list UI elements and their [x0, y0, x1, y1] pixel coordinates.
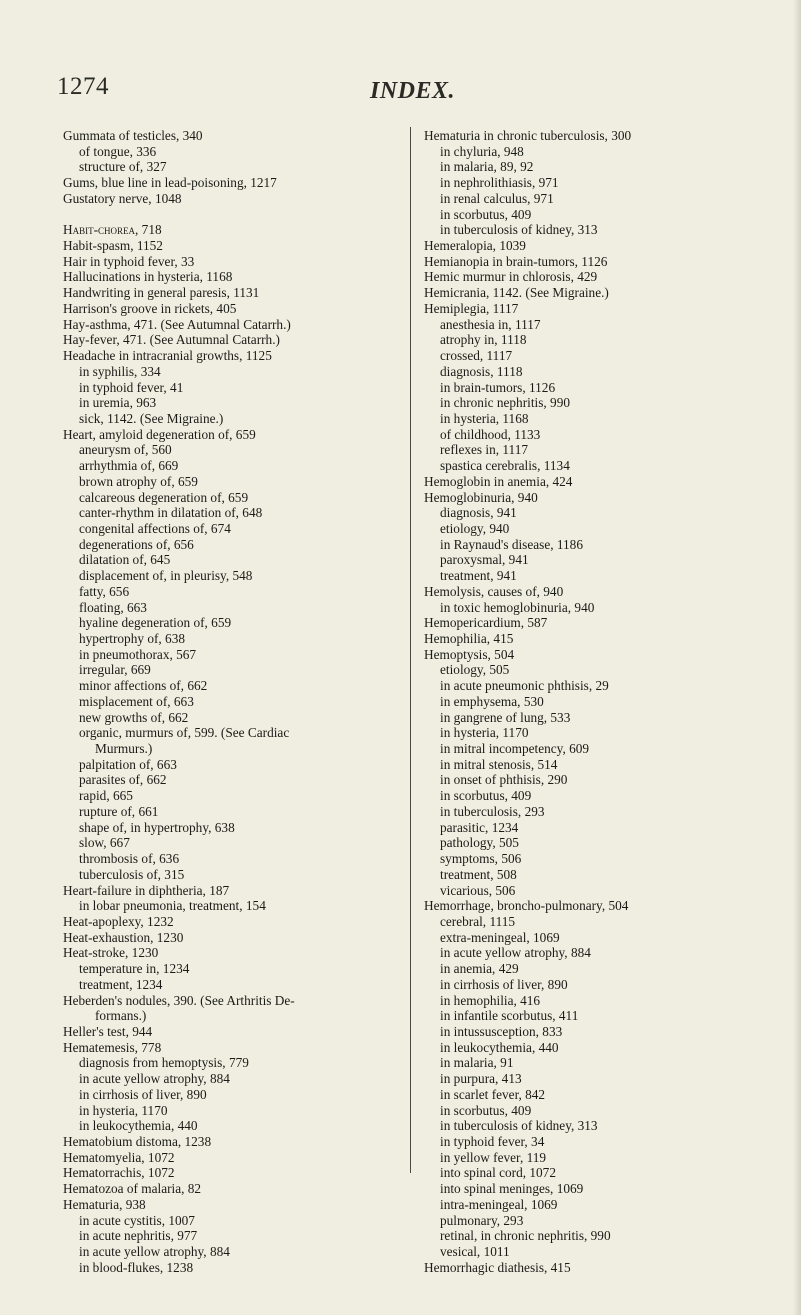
- index-subentry: atrophy in, 1118: [440, 332, 527, 348]
- index-subentry: in acute pneumonic phthisis, 29: [440, 678, 609, 694]
- index-subentry: in brain-tumors, 1126: [440, 379, 556, 395]
- index-subentry: in scorbutus, 409: [440, 206, 532, 222]
- index-subentry: in mitral stenosis, 514: [440, 756, 558, 772]
- index-subentry: parasites of, 662: [79, 772, 167, 788]
- page-title: INDEX.: [370, 78, 456, 104]
- index-subentry: in hysteria, 1168: [440, 410, 529, 426]
- index-column-right: [424, 128, 772, 1275]
- index-entry: Hallucinations in hysteria, 1168: [63, 269, 233, 285]
- index-subentry: in yellow fever, 119: [440, 1149, 547, 1165]
- index-entry: Heat-apoplexy, 1232: [63, 913, 174, 929]
- index-subentry: rupture of, 661: [79, 803, 159, 819]
- index-entry: Hemoptysis, 504: [424, 646, 515, 662]
- index-subentry: fatty, 656: [79, 583, 130, 599]
- index-subentry: in blood-flukes, 1238: [79, 1259, 194, 1275]
- index-entry: Hemolysis, causes of, 940: [424, 583, 564, 599]
- index-subentry: in chyluria, 948: [440, 143, 524, 159]
- index-entry: Hemiplegia, 1117: [424, 300, 519, 316]
- index-subentry: treatment, 1234: [79, 976, 163, 992]
- index-subentry: in syphilis, 334: [79, 363, 161, 379]
- index-entry: Hematuria in chronic tuberculosis, 300: [424, 128, 632, 143]
- index-subentry: tuberculosis of, 315: [79, 866, 185, 882]
- index-subentry: Murmurs.): [95, 741, 153, 757]
- index-subentry: in tuberculosis of kidney, 313: [440, 1118, 598, 1134]
- index-subentry: pathology, 505: [440, 835, 519, 851]
- index-subentry: in nephrolithiasis, 971: [440, 175, 559, 191]
- index-entry: Hemorrhage, broncho-pulmonary, 504: [424, 898, 629, 914]
- index-entry: Hair in typhoid fever, 33: [63, 253, 195, 269]
- index-entry: Hematomyelia, 1072: [63, 1149, 175, 1165]
- index-subentry: in mitral incompetency, 609: [440, 741, 590, 757]
- index-subentry: in hysteria, 1170: [440, 725, 529, 741]
- index-subentry: in tuberculosis of kidney, 313: [440, 222, 598, 238]
- index-subentry: temperature in, 1234: [79, 961, 190, 977]
- index-subentry: in pneumothorax, 567: [79, 646, 197, 662]
- index-subentry: diagnosis from hemoptysis, 779: [79, 1055, 249, 1071]
- index-subentry: congenital affections of, 674: [79, 520, 231, 536]
- index-subentry: palpitation of, 663: [79, 756, 177, 772]
- index-subentry: dilatation of, 645: [79, 552, 171, 568]
- index-subentry: in typhoid fever, 41: [79, 379, 184, 395]
- index-subentry: in leukocythemia, 440: [79, 1118, 198, 1134]
- index-subentry: into spinal cord, 1072: [440, 1165, 556, 1181]
- page-edge-shadow: [793, 0, 801, 1315]
- index-subentry: in infantile scorbutus, 411: [440, 1008, 579, 1024]
- index-subentry: paroxysmal, 941: [440, 552, 529, 568]
- index-subentry: vesical, 1011: [440, 1244, 510, 1260]
- index-subentry: hyaline degeneration of, 659: [79, 615, 232, 631]
- index-subentry: in acute yellow atrophy, 884: [79, 1244, 230, 1260]
- index-subentry: in leukocythemia, 440: [440, 1039, 559, 1055]
- index-entry: Heberden's nodules, 390. (See Arthritis De-: [63, 992, 295, 1008]
- index-subentry: shape of, in hypertrophy, 638: [79, 819, 235, 835]
- index-subentry: of childhood, 1133: [440, 426, 541, 442]
- index-subentry: in acute yellow atrophy, 884: [79, 1071, 230, 1087]
- index-entry: Heat-stroke, 1230: [63, 945, 159, 961]
- page-number: 1274: [57, 73, 109, 100]
- index-subentry: in toxic hemoglobinuria, 940: [440, 599, 595, 615]
- index-entry: Hemorrhagic diathesis, 415: [424, 1259, 571, 1275]
- index-entry: Hematobium distoma, 1238: [63, 1134, 212, 1149]
- index-subentry: in Raynaud's disease, 1186: [440, 536, 583, 552]
- index-subentry: brown atrophy of, 659: [79, 473, 198, 489]
- index-entry: Heart, amyloid degeneration of, 659: [63, 426, 256, 442]
- index-subentry: vicarious, 506: [440, 882, 516, 898]
- index-subentry: thrombosis of, 636: [79, 851, 180, 867]
- index-subentry: sick, 1142. (See Migraine.): [79, 410, 224, 426]
- index-subentry: in purpura, 413: [440, 1071, 522, 1087]
- index-entry: Habit-chorea, 718: [63, 222, 162, 238]
- index-subentry: in malaria, 91: [440, 1055, 514, 1071]
- index-subentry: in anemia, 429: [440, 961, 519, 977]
- index-subentry: in typhoid fever, 34: [440, 1134, 545, 1149]
- index-subentry: canter-rhythm in dilatation of, 648: [79, 505, 263, 521]
- index-subentry: displacement of, in pleurisy, 548: [79, 568, 253, 584]
- index-subentry: symptoms, 506: [440, 851, 522, 867]
- index-entry: Harrison's groove in rickets, 405: [63, 300, 237, 316]
- index-subentry: in emphysema, 530: [440, 693, 544, 709]
- index-subentry: in acute yellow atrophy, 884: [440, 945, 591, 961]
- index-entry: Hemeralopia, 1039: [424, 238, 526, 254]
- index-subentry: reflexes in, 1117: [440, 442, 529, 458]
- index-entry: Hemic murmur in chlorosis, 429: [424, 269, 598, 285]
- index-subentry: in malaria, 89, 92: [440, 159, 534, 175]
- index-subentry: in acute nephritis, 977: [79, 1228, 198, 1244]
- index-entry: Handwriting in general paresis, 1131: [63, 285, 260, 301]
- index-entry: Hemophilia, 415: [424, 631, 514, 646]
- index-subentry: etiology, 940: [440, 520, 510, 536]
- index-entry: Hemianopia in brain-tumors, 1126: [424, 253, 608, 269]
- index-entry: Gums, blue line in lead-poisoning, 1217: [63, 175, 277, 191]
- index-subentry: of tongue, 336: [79, 143, 157, 159]
- index-subentry: slow, 667: [79, 835, 130, 851]
- index-entry: Heller's test, 944: [63, 1023, 153, 1039]
- index-subentry: treatment, 941: [440, 568, 517, 584]
- index-subentry: cerebral, 1115: [440, 913, 516, 929]
- index-subentry: rapid, 665: [79, 788, 133, 804]
- index-subentry: minor affections of, 662: [79, 678, 208, 694]
- index-subentry: etiology, 505: [440, 662, 510, 678]
- index-subentry: diagnosis, 941: [440, 505, 517, 521]
- index-subentry: in hysteria, 1170: [79, 1102, 168, 1118]
- index-subentry: degenerations of, 656: [79, 536, 194, 552]
- index-subentry: floating, 663: [79, 599, 147, 615]
- index-entry: Hematorrachis, 1072: [63, 1165, 175, 1181]
- index-subentry: in gangrene of lung, 533: [440, 709, 571, 725]
- index-subentry: in scorbutus, 409: [440, 1102, 532, 1118]
- index-entry: Hemopericardium, 587: [424, 615, 548, 631]
- index-entry: Hematemesis, 778: [63, 1039, 162, 1055]
- index-entry: Heat-exhaustion, 1230: [63, 929, 184, 945]
- index-subentry: in scarlet fever, 842: [440, 1086, 546, 1102]
- index-entry: Hemoglobinuria, 940: [424, 489, 538, 505]
- index-subentry: in tuberculosis, 293: [440, 803, 545, 819]
- index-subentry: in uremia, 963: [79, 395, 157, 411]
- column-divider: [410, 127, 411, 1173]
- index-entry: Headache in intracranial growths, 1125: [63, 348, 272, 364]
- index-subentry: in cirrhosis of liver, 890: [440, 976, 568, 992]
- index-subentry: pulmonary, 293: [440, 1212, 524, 1228]
- index-subentry: in scorbutus, 409: [440, 788, 532, 804]
- index-subentry: anesthesia in, 1117: [440, 316, 541, 332]
- index-entry: Hay-asthma, 471. (See Autumnal Catarrh.): [63, 316, 291, 332]
- index-subentry: in onset of phthisis, 290: [440, 772, 568, 788]
- index-subentry: new growths of, 662: [79, 709, 189, 725]
- index-subentry: in cirrhosis of liver, 890: [79, 1086, 207, 1102]
- index-entry: Gummata of testicles, 340: [63, 128, 203, 143]
- index-subentry: in acute cystitis, 1007: [79, 1212, 195, 1228]
- index-subentry: irregular, 669: [79, 662, 151, 678]
- index-subentry: spastica cerebralis, 1134: [440, 458, 570, 474]
- index-column-left: [63, 128, 408, 1275]
- index-entry: Heart-failure in diphtheria, 187: [63, 882, 230, 898]
- index-subentry: in hemophilia, 416: [440, 992, 541, 1008]
- index-entry: Hematuria, 938: [63, 1196, 146, 1212]
- index-subentry: extra-meningeal, 1069: [440, 929, 560, 945]
- index-subentry: arrhythmia of, 669: [79, 458, 179, 474]
- index-subentry: in lobar pneumonia, treatment, 154: [79, 898, 266, 914]
- index-entry: Habit-spasm, 1152: [63, 238, 163, 254]
- index-subentry: treatment, 508: [440, 866, 517, 882]
- index-subentry: diagnosis, 1118: [440, 363, 523, 379]
- index-subentry: crossed, 1117: [440, 348, 513, 364]
- index-subentry: aneurysm of, 560: [79, 442, 172, 458]
- index-subentry: intra-meningeal, 1069: [440, 1196, 558, 1212]
- index-subentry: formans.): [95, 1008, 147, 1024]
- index-subentry: parasitic, 1234: [440, 819, 519, 835]
- index-subentry: misplacement of, 663: [79, 693, 194, 709]
- index-entry: Hematozoa of malaria, 82: [63, 1181, 202, 1197]
- index-subentry: structure of, 327: [79, 159, 167, 175]
- index-subentry: calcareous degeneration of, 659: [79, 489, 249, 505]
- index-entry: Hay-fever, 471. (See Autumnal Catarrh.): [63, 332, 280, 348]
- index-subentry: in chronic nephritis, 990: [440, 395, 570, 411]
- index-subentry: in renal calculus, 971: [440, 190, 554, 206]
- index-subentry: into spinal meninges, 1069: [440, 1181, 584, 1197]
- index-subentry: organic, murmurs of, 599. (See Cardiac: [79, 725, 290, 741]
- index-subentry: hypertrophy of, 638: [79, 631, 185, 646]
- index-entry: Hemoglobin in anemia, 424: [424, 473, 573, 489]
- index-entry: Gustatory nerve, 1048: [63, 190, 182, 206]
- index-subentry: in intussusception, 833: [440, 1023, 563, 1039]
- index-subentry: retinal, in chronic nephritis, 990: [440, 1228, 611, 1244]
- index-entry: Hemicrania, 1142. (See Migraine.): [424, 285, 609, 301]
